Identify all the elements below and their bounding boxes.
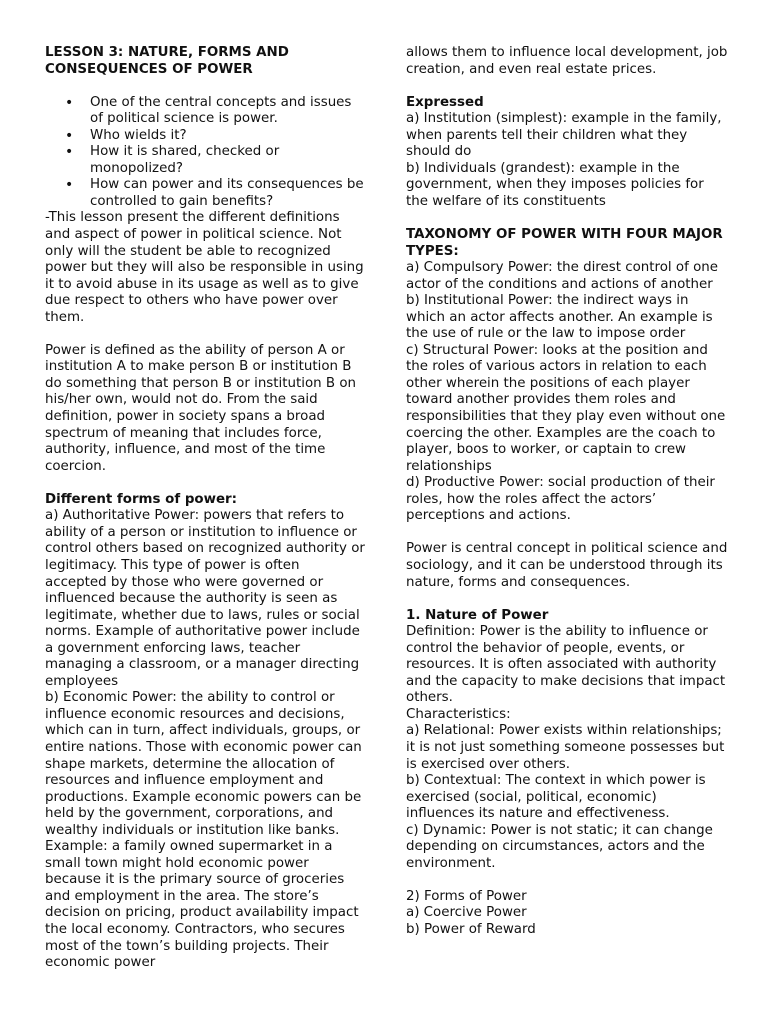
list-item: • One of the central concepts and issues of political science is power. [45, 95, 365, 128]
central-concept-paragraph: Power is central concept in political science and sociology, and it can be understood through its nature, forms and consequences. [406, 541, 728, 590]
taxonomy-item-d: d) Productive Power: social production of their roles, how the roles affect the actors’ perceptions and actions. [406, 475, 715, 524]
nature-definition: Definition: Power is the ability to influence or control the behavior of people, events, or resources. It is often associated with authority and the capacity to make decisions that impact others. [406, 624, 726, 706]
list-item: • How it is shared, checked or monopolized? [45, 144, 365, 177]
list-item: • Who wields it? [45, 128, 365, 145]
taxonomy-item-a: a) Compulsory Power: the direst control of one actor of the conditions and actions of another [406, 260, 718, 292]
list-item: • How can power and its consequences be controlled to gain benefits? [45, 177, 365, 210]
taxonomy-item-c: c) Structural Power: looks at the position and the roles of various actors in relation to each other wherein the positions of each player toward another provides them roles and responsibilities that they play even without one coercing the other. Examples are the coach to player, boos to worker, or captain to crew relationships [406, 342, 726, 474]
characteristic-a: a) Relational: Power exists within relationships; it is not just something someone possesses but is exercised over others. [406, 723, 725, 772]
characteristic-c: c) Dynamic: Power is not static; it can change depending on circumstances, actors and the environment. [406, 822, 713, 871]
nature-heading: 1. Nature of Power [406, 607, 549, 623]
intro-paragraph: -This lesson present the different definitions and aspect of power in political science. Not only will the student be able to recognized power but they will also be responsible in using it to avoid abuse in its usage as well as to give due respect to others who have power over them. [45, 210, 364, 325]
forms-item-a: a) Coercive Power [406, 905, 527, 921]
taxonomy-heading: TAXONOMY OF POWER WITH FOUR MAJOR TYPES: [406, 227, 723, 259]
characteristics-label: Characteristics: [406, 706, 511, 722]
expressed-item-b: b) Individuals (grandest): example in the government, when they imposes policies for the welfare of its constituents [406, 160, 704, 209]
left-column [45, 45, 365, 972]
power-definition-paragraph: Power is defined as the ability of person A or institution A to make person B or institution B do something that person B or institution B on his/her own, would not do. From the said definition, power in society spans a broad spectrum of meaning that includes force, authority, influence, and most of the time coercion. [45, 342, 357, 474]
expressed-heading: Expressed [406, 94, 484, 110]
continuation-paragraph: allows them to influence local development, job creation, and even real estate prices. [406, 45, 728, 77]
authoritative-power-paragraph: a) Authoritative Power: powers that refers to ability of a person or institution to influence or control others based on recognized authority or legitimacy. This type of power is often accepted by those who were governed or influenced because the authority is seen as legitimate, whether due to laws, rules or social norms. Example of authoritative power include a government enforcing laws, teacher managing a classroom, or a manager directing employees [45, 508, 365, 689]
forms-heading: Different forms of power: [45, 491, 238, 507]
taxonomy-item-b: b) Institutional Power: the indirect ways in which an actor affects another. An example is the use of rule or the law to impose order [406, 293, 713, 342]
forms-item-b: b) Power of Reward [406, 921, 536, 937]
economic-power-paragraph: b) Economic Power: the ability to control or influence economic resources and decisions, which can in turn, affect individuals, groups, or entire nations. Those with economic power can shape markets, determine the allocation of resources and influence employment and productions. Example economic powers can be held by the government, corporations, and wealthy individuals or institution like banks. Example: a family owned supermarket in a small town might hold economic power because it is the primary source of groceries and employment in the area. The store’s decision on pricing, product availability impact the local economy. Contractors, who secures most of the town’s building projects. Their economic power [45, 690, 362, 971]
expressed-item-a: a) Institution (simplest): example in the family, when parents tell their children what they should do [406, 111, 722, 160]
right-column [406, 45, 728, 939]
key-questions-list [45, 95, 365, 211]
forms-of-power-heading: 2) Forms of Power [406, 888, 527, 904]
lesson-title: LESSON 3: NATURE, FORMS AND CONSEQUENCES OF POWER [45, 45, 289, 77]
characteristic-b: b) Contextual: The context in which power is exercised (social, political, economic) influences its nature and effectiveness. [406, 773, 706, 822]
